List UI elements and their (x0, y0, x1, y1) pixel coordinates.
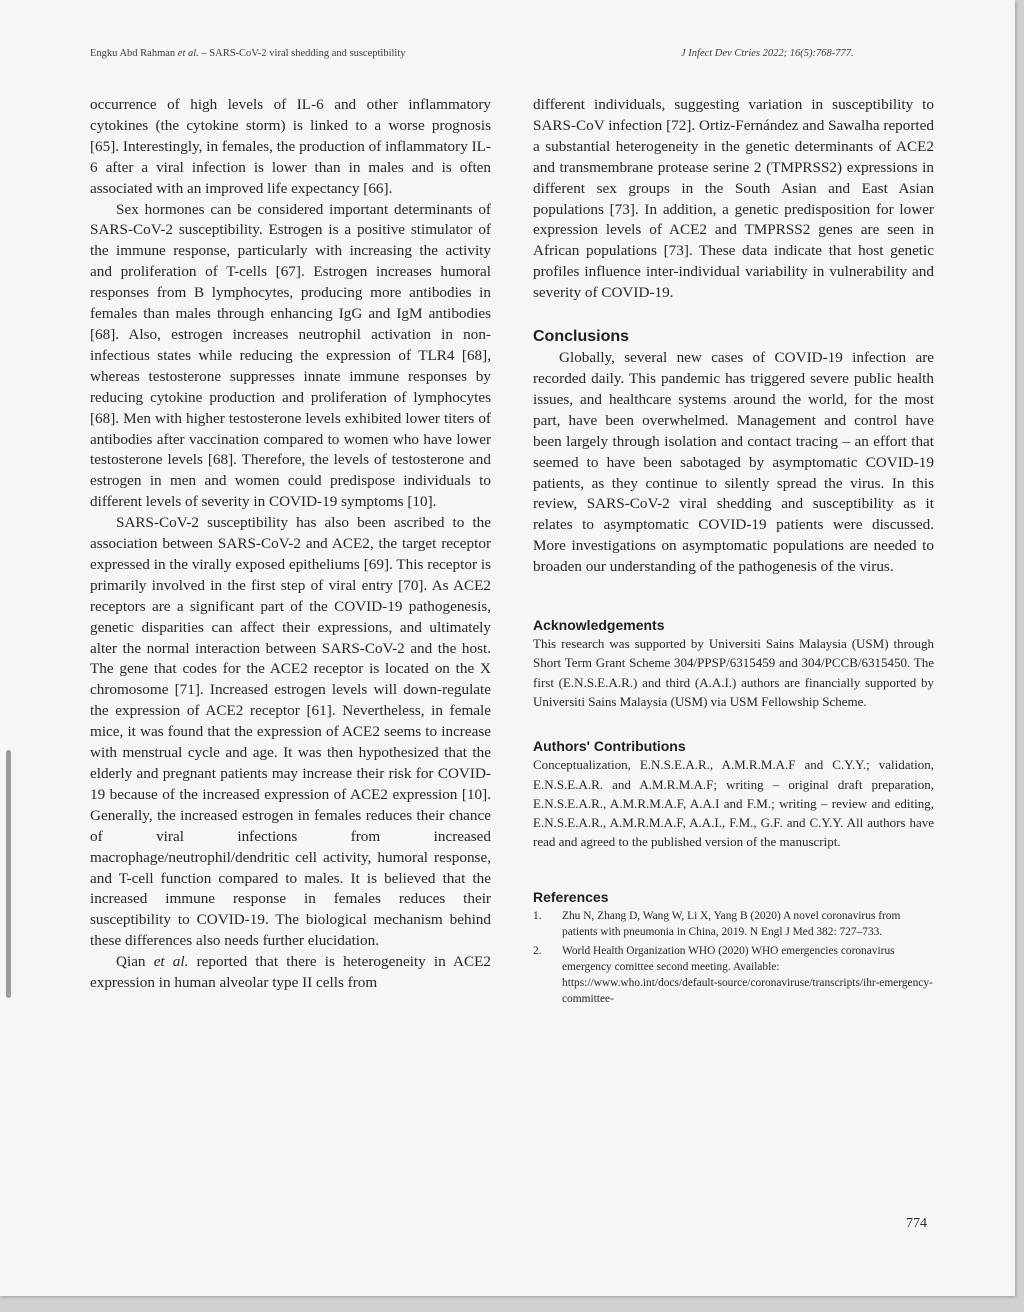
reference-list (533, 908, 934, 1007)
running-head-journal: J Infect Dev Ctries 2022; 16(5):768-777. (681, 48, 854, 59)
acknowledgements-text: This research was supported by Universiti Sains Malaysia (USM) through Short Term Grant Scheme 304/PPSP/6315459 and 304/PCCB/6315450. The first (E.N.S.E.A.R.) and third (A.A.I.) authors are financially supported by Universiti Sains Malaysia (USM) via USM Fellowship Scheme. (533, 636, 934, 709)
running-head-etal: et al. (177, 48, 199, 59)
reference-number: 2. (533, 944, 542, 957)
authors-contributions-heading: Authors' Contributions (533, 738, 686, 755)
left-column (90, 95, 491, 994)
paragraph: SARS-CoV-2 susceptibility has also been ascribed to the association between SARS-CoV-2 and ACE2, the target receptor expressed in the virally exposed epitheliums [69]. This receptor is primarily involved in the first step of viral entry [70]. As ACE2 receptors are a significant part of the COVID-19 pathogenesis, genetic disparities can affect their expressions, and ultimately alter the normal interaction between SARS-CoV-2 and the host. The gene that codes for the ACE2 receptor is located on the X chromosome [71]. Increased estrogen levels will down-regulate the expression of ACE2 receptor [61]. Nevertheless, in female mice, it was found that the expression of ACE2 seems to increase with menstrual cycle and age. It was then hypothesized that the elderly and pregnant patients may increase their risk for COVID-19 because of the increased expression of ACE2 expression [10]. Generally, the increased estrogen in females reduces their chance of viral infections from increased macrophage/neutrophil/dendritic cell activity, humoral response, and T-cell function compared to males. It is believed that the increased immune response in females reduces their susceptibility to COVID-19. The biological mechanism behind these differences also needs further elucidation. (90, 514, 491, 950)
reference-text: World Health Organization WHO (2020) WHO emergencies coronavirus emergency comittee second meeting. Available: https://www.who.int/docs/default-source/coronaviruse/transcripts/ihr-emergency-committee- (562, 944, 933, 1005)
reference-item (533, 908, 934, 940)
paragraph: Sex hormones can be considered important determinants of SARS-CoV-2 susceptibility. Estrogen is a positive stimulator of the immune response, particularly with increasing the activity and proliferation of T-cells [67]. Estrogen increases humoral responses from B lymphocytes, producing more antibodies in females than males through enhancing IgG and IgM antibodies [68]. Also, estrogen increases neutrophil activation in non-infectious states while reducing the expression of TLR4 [68], whereas testosterone suppresses innate immune responses by reducing cytokine production and proliferation of lymphocytes [68]. Men with higher testosterone levels exhibited lower titers of antibodies after vaccination compared to women who have lower testosterone levels [68]. Therefore, the levels of testosterone and estrogen in men and women could predispose individuals to different levels of severity in COVID-19 symptoms [10]. (90, 200, 491, 511)
reference-text: Zhu N, Zhang D, Wang W, Li X, Yang B (2020) A novel coronavirus from patients with pneumonia in China, 2019. N Engl J Med 382: 727–733. (562, 909, 901, 938)
reference-number: 1. (533, 909, 542, 922)
right-column (533, 95, 934, 1010)
scrollbar-thumb[interactable] (6, 750, 11, 998)
acknowledgements-heading: Acknowledgements (533, 617, 665, 634)
paragraph (90, 952, 491, 994)
running-head-left (90, 48, 406, 59)
paragraph-text: Qian (116, 953, 154, 971)
paragraph: different individuals, suggesting variation in susceptibility to SARS-CoV infection [72]. Ortiz-Fernández and Sawalha reported a substantial heterogeneity in the genetic determinants of ACE2 and transmembrane protease serine 2 (TMPRSS2) expressions in different sex groups in the South Asian and East Asian populations [73]. In addition, a genetic predisposition for lower expression levels of ACE2 and TMPRSS2 genes are seen in African populations [73]. These data indicate that host genetic profiles influence inter-individual variability in vulnerability and severity of COVID-19. (533, 96, 934, 302)
paragraph: occurrence of high levels of IL-6 and other inflammatory cytokines (the cytokine storm) is linked to a worse prognosis [65]. Interestingly, in females, the production of inflammatory IL-6 after a viral infection is lower than in males and is often associated with an improved life expectancy [66]. (90, 96, 491, 197)
conclusions-text: Globally, several new cases of COVID-19 infection are recorded daily. This pandemic has triggered severe public health issues, and healthcare systems around the world, for the most part, have been overwhelmed. Management and control have been largely through isolation and contact tracing – an effort that seemed to have been sabotaged by asymptomatic COVID-19 patients, as they continue to silently spread the virus. In this review, SARS-CoV-2 viral shedding and susceptibility as it relates to asymptomatic COVID-19 patients were discussed. More investigations on asymptomatic populations are needed to broaden our understanding of the pathogenesis of the virus. (533, 349, 934, 576)
running-head-authors: Engku Abd Rahman (90, 48, 176, 59)
running-head-title: – SARS-CoV-2 viral shedding and susceptibility (198, 48, 406, 59)
conclusions-heading: Conclusions (533, 328, 630, 346)
reference-item (533, 943, 934, 1007)
references-heading: References (533, 888, 609, 905)
authors-contributions-text: Conceptualization, E.N.S.E.A.R., A.M.R.M.A.F and C.Y.Y.; validation, E.N.S.E.A.R. and A.M.R.M.A.F; writing – original draft preparation, E.N.S.E.A.R., A.M.R.M.A.F, A.A.I and F.M.; writing – review and editing, E.N.S.E.A.R., A.M.R.M.A.F, A.A.I., F.M., G.F. and C.Y.Y. All authors have read and agreed to the published version of the manuscript. (533, 757, 934, 850)
etal-italic: et al. (153, 953, 189, 971)
page-number: 774 (906, 1216, 927, 1231)
paragraph-text: reported that there is heterogeneity in ACE2 expression in human alveolar type II cells from (90, 953, 491, 992)
